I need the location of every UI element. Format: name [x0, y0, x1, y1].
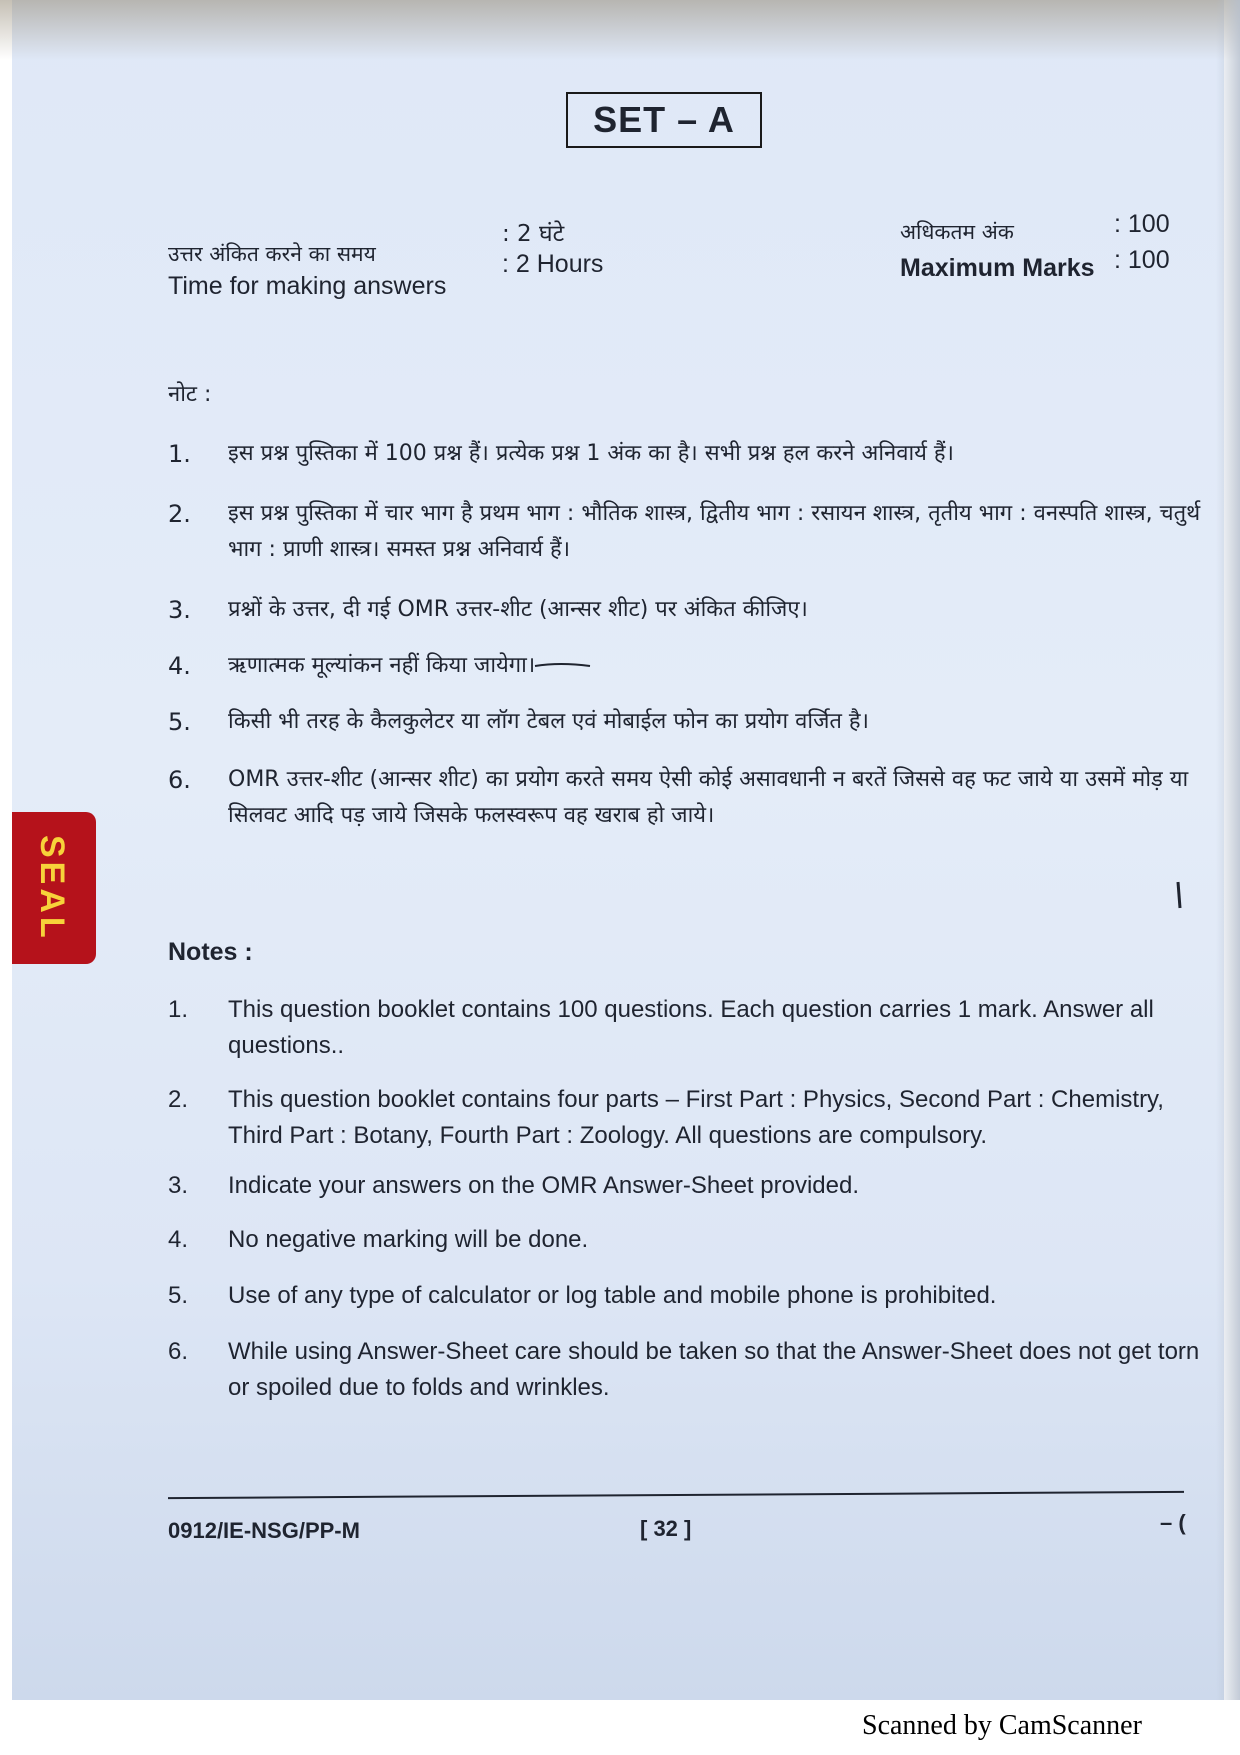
marks-label-hindi: अधिकतम अंक [900, 220, 1014, 244]
note-number: 4. [168, 1226, 189, 1253]
note-number: 6. [168, 766, 191, 794]
time-label-hindi: उत्तर अंकित करने का समय [168, 242, 376, 266]
note-number: 5. [168, 708, 191, 736]
set-label: SET – A [566, 92, 762, 148]
note-text: इस प्रश्न पुस्तिका में चार भाग है प्रथम भाग : भौतिक शास्त्र, द्वितीय भाग : रसायन शास्त्र, तृतीय भाग : वनस्पति शास्त्र, चतुर्थ भाग : प्राणी शास्त्र। समस्त प्रश्न अनिवार्य हैं। [228, 501, 1201, 562]
note-text: ऋणात्मक मूल्यांकन नहीं किया जायेगा। [228, 653, 536, 678]
note-text: इस प्रश्न पुस्तिका में 100 प्रश्न हैं। प्रत्येक प्रश्न 1 अंक का है। सभी प्रश्न हल करने अनिवार्य हैं। [228, 441, 954, 466]
time-value-hindi: : 2 घंटे [502, 221, 565, 247]
note-text: OMR उत्तर-शीट (आन्सर शीट) का प्रयोग करते समय ऐसी कोई असावधानी न बरतें जिससे वह फट जाये या उसमें मोड़ या सिलवट आदि पड़ जाये जिसके फलस्वरूप वह खराब हो जाये। [228, 767, 1189, 828]
note-text: This question booklet contains 100 questions. Each question carries 1 mark. Answer all questions.. [228, 996, 1154, 1059]
page-number: [ 32 ] [640, 1516, 692, 1541]
note-number: 4. [168, 652, 191, 680]
note-number: 5. [168, 1282, 189, 1309]
marks-value-hindi: : 100 [1114, 210, 1170, 238]
note-text: Use of any type of calculator or log table and mobile phone is prohibited. [228, 1282, 997, 1309]
marks-value-english: : 100 [1114, 246, 1170, 274]
note-number: 3. [168, 596, 191, 624]
seal-label: SEAL [33, 834, 71, 942]
note-text: किसी भी तरह के कैलकुलेटर या लॉग टेबल एवं मोबाईल फोन का प्रयोग वर्जित है। [228, 709, 869, 734]
note-number: 6. [168, 1338, 189, 1365]
notes-hindi-title: नोट : [168, 382, 212, 407]
scanner-watermark: Scanned by CamScanner [862, 1710, 1142, 1741]
note-number: 1. [168, 440, 191, 468]
right-edge [1216, 0, 1240, 1700]
note-text: While using Answer-Sheet care should be taken so that the Answer-Sheet does not get torn or spoiled due to folds and wrinkles. [228, 1338, 1200, 1401]
time-label-english: Time for making answers [168, 272, 447, 300]
footer-continuation: – ( [1160, 1510, 1186, 1535]
notes-english-title: Notes : [168, 938, 253, 966]
paper-code: 0912/IE-NSG/PP-M [168, 1518, 360, 1543]
note-text: No negative marking will be done. [228, 1226, 589, 1253]
note-text: प्रश्नों के उत्तर, दी गई OMR उत्तर-शीट (आन्सर शीट) पर अंकित कीजिए। [228, 597, 808, 622]
marks-label-english: Maximum Marks [900, 254, 1095, 282]
time-value-english: : 2 Hours [502, 250, 604, 278]
note-number: 2. [168, 500, 191, 528]
note-text: This question booklet contains four parts – First Part : Physics, Second Part : Chemistry, Third Part : Botany, Fourth Part : Zoology. All questions are compulsory. [228, 1086, 1164, 1149]
note-number: 1. [168, 996, 189, 1023]
top-shadow [0, 0, 1240, 60]
note-number: 2. [168, 1086, 189, 1113]
note-number: 3. [168, 1172, 189, 1199]
note-text: Indicate your answers on the OMR Answer-Sheet provided. [228, 1172, 859, 1199]
